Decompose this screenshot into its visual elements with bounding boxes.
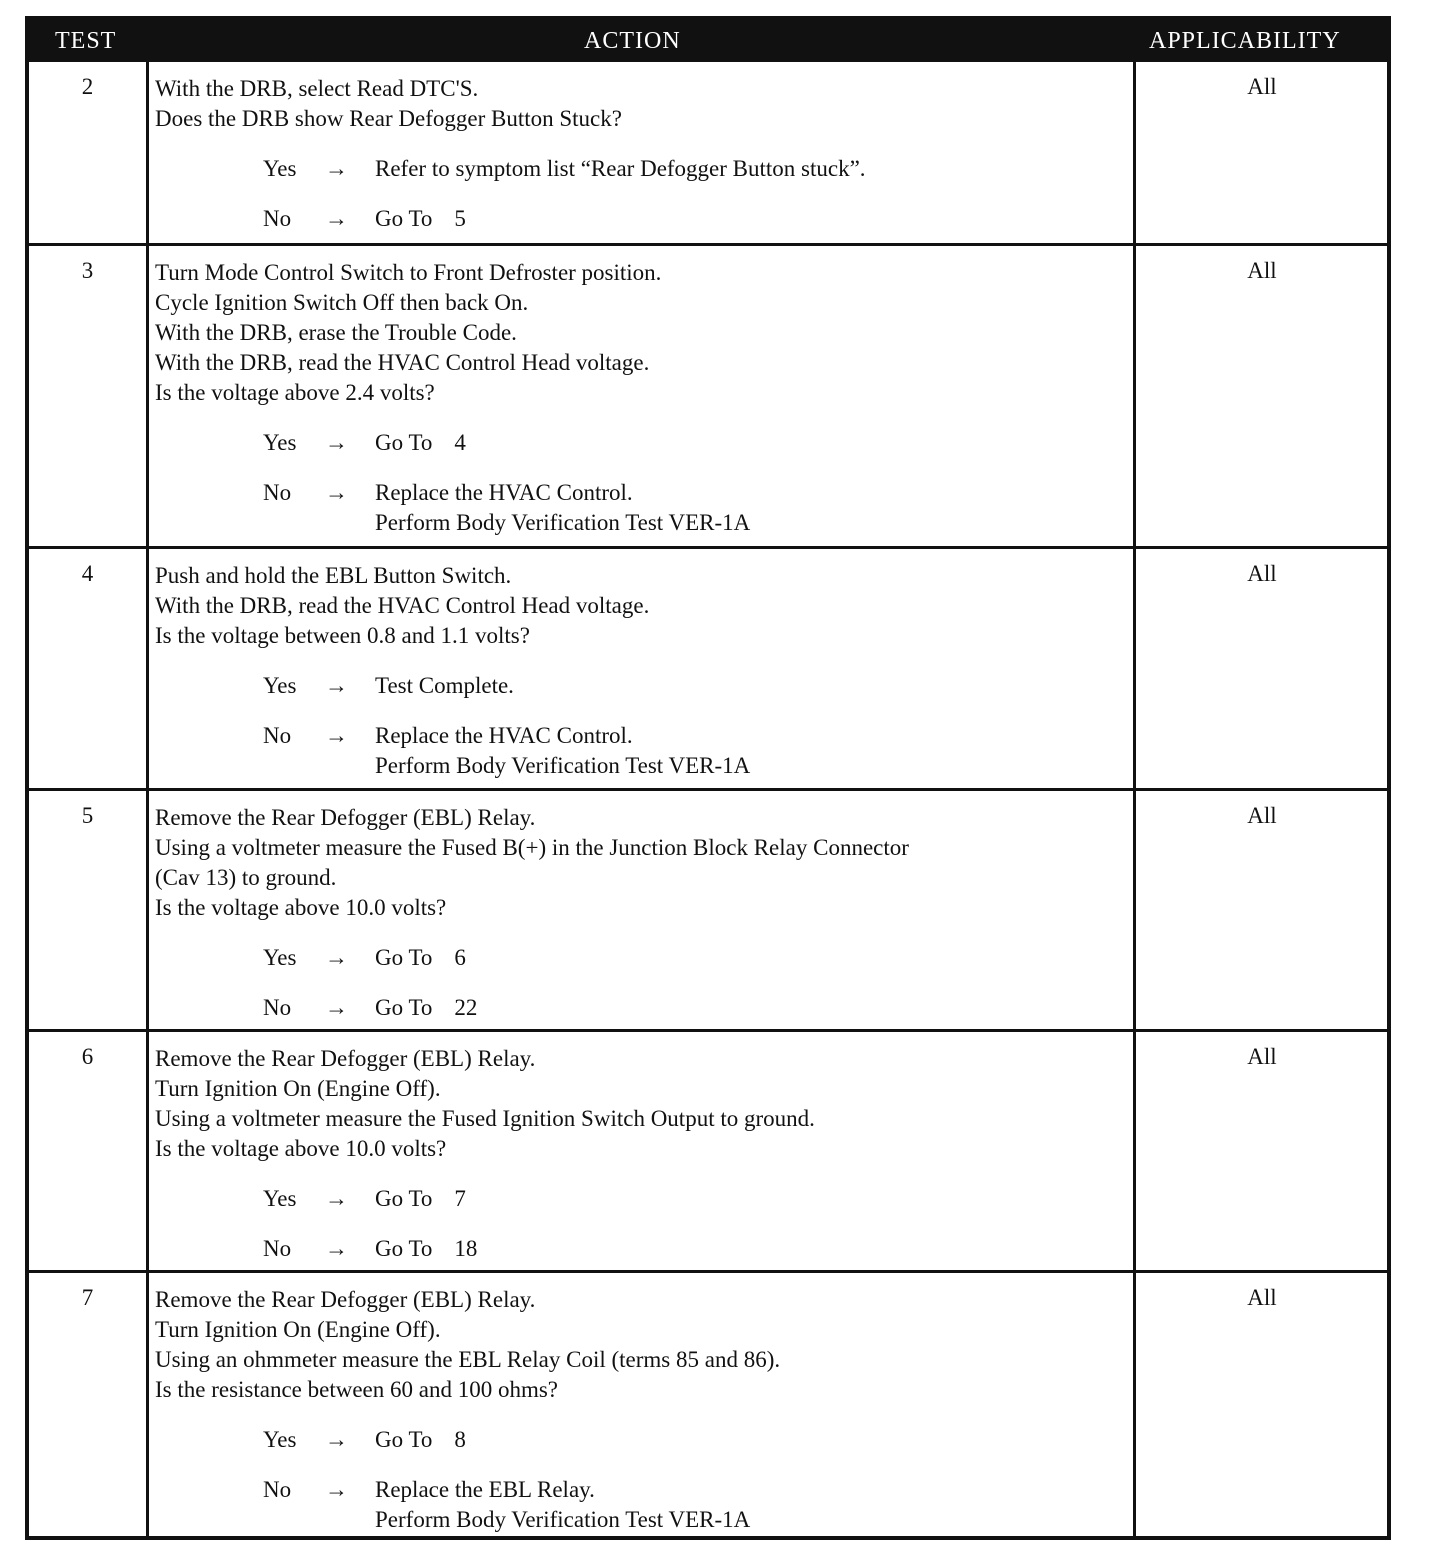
applicability: All xyxy=(1247,258,1277,283)
action-line: Remove the Rear Defogger (EBL) Relay. xyxy=(155,1046,536,1071)
action-cell xyxy=(155,1044,1135,1264)
yes-response xyxy=(155,1184,1135,1214)
no-result: Replace the HVAC Control. xyxy=(375,723,633,748)
no-label: No xyxy=(263,1236,292,1261)
action-cell xyxy=(155,74,1135,234)
yes-response xyxy=(155,154,1135,184)
goto-number: 7 xyxy=(454,1186,466,1211)
action-line: Remove the Rear Defogger (EBL) Relay. xyxy=(155,1287,536,1312)
action-line: With the DRB, select Read DTC'S. xyxy=(155,76,479,101)
action-line: (Cav 13) to ground. xyxy=(155,865,337,890)
table-row xyxy=(29,546,1387,788)
applicability: All xyxy=(1247,561,1277,586)
yes-result: Test Complete. xyxy=(375,673,514,698)
action-line: With the DRB, read the HVAC Control Head voltage. xyxy=(155,350,650,375)
arrow-icon: → xyxy=(325,673,348,698)
no-response xyxy=(155,1475,1135,1535)
yes-label: Yes xyxy=(263,156,297,181)
action-line: Using an ohmmeter measure the EBL Relay Coil (terms 85 and 86). xyxy=(155,1347,781,1372)
yes-label: Yes xyxy=(263,1427,297,1452)
arrow-icon: → xyxy=(325,1186,348,1211)
action-cell xyxy=(155,803,1135,1023)
no-response xyxy=(155,204,1135,234)
test-number: 6 xyxy=(81,1044,94,1069)
no-result: Go To 5 xyxy=(375,206,466,231)
test-number: 5 xyxy=(81,803,94,828)
header-applicability: APPLICABILITY xyxy=(1149,28,1341,54)
no-result-followup: Perform Body Verification Test VER-1A xyxy=(375,510,751,535)
action-line: Cycle Ignition Switch Off then back On. xyxy=(155,290,529,315)
test-number: 7 xyxy=(81,1285,94,1310)
goto-number: 18 xyxy=(454,1236,478,1261)
test-number: 4 xyxy=(81,561,94,586)
action-line: Push and hold the EBL Button Switch. xyxy=(155,563,512,588)
arrow-icon: → xyxy=(325,156,348,181)
action-line: Is the resistance between 60 and 100 ohms? xyxy=(155,1377,559,1402)
action-line: With the DRB, read the HVAC Control Head voltage. xyxy=(155,593,650,618)
yes-response xyxy=(155,1425,1135,1455)
action-line: Remove the Rear Defogger (EBL) Relay. xyxy=(155,805,536,830)
no-label: No xyxy=(263,723,292,748)
no-result-followup: Perform Body Verification Test VER-1A xyxy=(375,1507,751,1532)
arrow-icon: → xyxy=(325,430,348,455)
yes-result: Refer to symptom list “Rear Defogger Button stuck”. xyxy=(375,156,866,181)
yes-response xyxy=(155,428,1135,458)
action-line: Is the voltage above 2.4 volts? xyxy=(155,380,435,405)
yes-result: Go To 8 xyxy=(375,1427,466,1452)
test-number: 2 xyxy=(81,74,94,99)
action-line: Is the voltage above 10.0 volts? xyxy=(155,895,447,920)
action-cell xyxy=(155,561,1135,781)
arrow-icon: → xyxy=(325,480,348,505)
yes-result: Go To 7 xyxy=(375,1186,466,1211)
no-label: No xyxy=(263,480,292,505)
yes-label: Yes xyxy=(263,430,297,455)
arrow-icon: → xyxy=(325,723,348,748)
arrow-icon: → xyxy=(325,995,348,1020)
table-row xyxy=(29,243,1387,546)
goto-number: 8 xyxy=(454,1427,466,1452)
arrow-icon: → xyxy=(325,1477,348,1502)
table-row xyxy=(29,62,1387,243)
no-result-followup: Perform Body Verification Test VER-1A xyxy=(375,753,751,778)
goto-number: 22 xyxy=(454,995,478,1020)
header-action: ACTION xyxy=(584,28,681,54)
no-response xyxy=(155,721,1135,781)
applicability: All xyxy=(1247,803,1277,828)
action-line: Turn Ignition On (Engine Off). xyxy=(155,1076,441,1101)
table-row xyxy=(29,788,1387,1029)
yes-result: Go To 4 xyxy=(375,430,466,455)
no-result: Go To 18 xyxy=(375,1236,478,1261)
goto-number: 6 xyxy=(454,945,466,970)
action-line: Is the voltage above 10.0 volts? xyxy=(155,1136,447,1161)
action-line: Does the DRB show Rear Defogger Button Stuck? xyxy=(155,106,622,131)
yes-result: Go To 6 xyxy=(375,945,466,970)
action-line: Using a voltmeter measure the Fused Ignition Switch Output to ground. xyxy=(155,1106,815,1131)
action-line: With the DRB, erase the Trouble Code. xyxy=(155,320,517,345)
no-label: No xyxy=(263,206,292,231)
yes-response xyxy=(155,671,1135,701)
test-number: 3 xyxy=(81,258,94,283)
no-result: Go To 22 xyxy=(375,995,478,1020)
yes-label: Yes xyxy=(263,945,297,970)
arrow-icon: → xyxy=(325,1427,348,1452)
table-row xyxy=(29,1270,1387,1536)
no-response xyxy=(155,993,1135,1023)
arrow-icon: → xyxy=(325,1236,348,1261)
no-result: Replace the EBL Relay. xyxy=(375,1477,595,1502)
no-label: No xyxy=(263,995,292,1020)
no-label: No xyxy=(263,1477,292,1502)
action-line: Is the voltage between 0.8 and 1.1 volts? xyxy=(155,623,530,648)
action-line: Turn Mode Control Switch to Front Defroster position. xyxy=(155,260,662,285)
action-line: Turn Ignition On (Engine Off). xyxy=(155,1317,441,1342)
yes-label: Yes xyxy=(263,673,297,698)
applicability: All xyxy=(1247,1044,1277,1069)
yes-response xyxy=(155,943,1135,973)
arrow-icon: → xyxy=(325,206,348,231)
no-response xyxy=(155,1234,1135,1264)
applicability: All xyxy=(1247,1285,1277,1310)
no-response xyxy=(155,478,1135,538)
table-row xyxy=(29,1029,1387,1270)
header-test: TEST xyxy=(55,28,117,54)
yes-label: Yes xyxy=(263,1186,297,1211)
action-cell xyxy=(155,1285,1135,1535)
action-line: Using a voltmeter measure the Fused B(+) in the Junction Block Relay Connector xyxy=(155,835,909,860)
table-header xyxy=(29,20,1387,62)
goto-number: 4 xyxy=(454,430,466,455)
diagnostic-table xyxy=(25,16,1391,1540)
arrow-icon: → xyxy=(325,945,348,970)
action-cell xyxy=(155,258,1135,538)
no-result: Replace the HVAC Control. xyxy=(375,480,633,505)
applicability: All xyxy=(1247,74,1277,99)
goto-number: 5 xyxy=(454,206,466,231)
